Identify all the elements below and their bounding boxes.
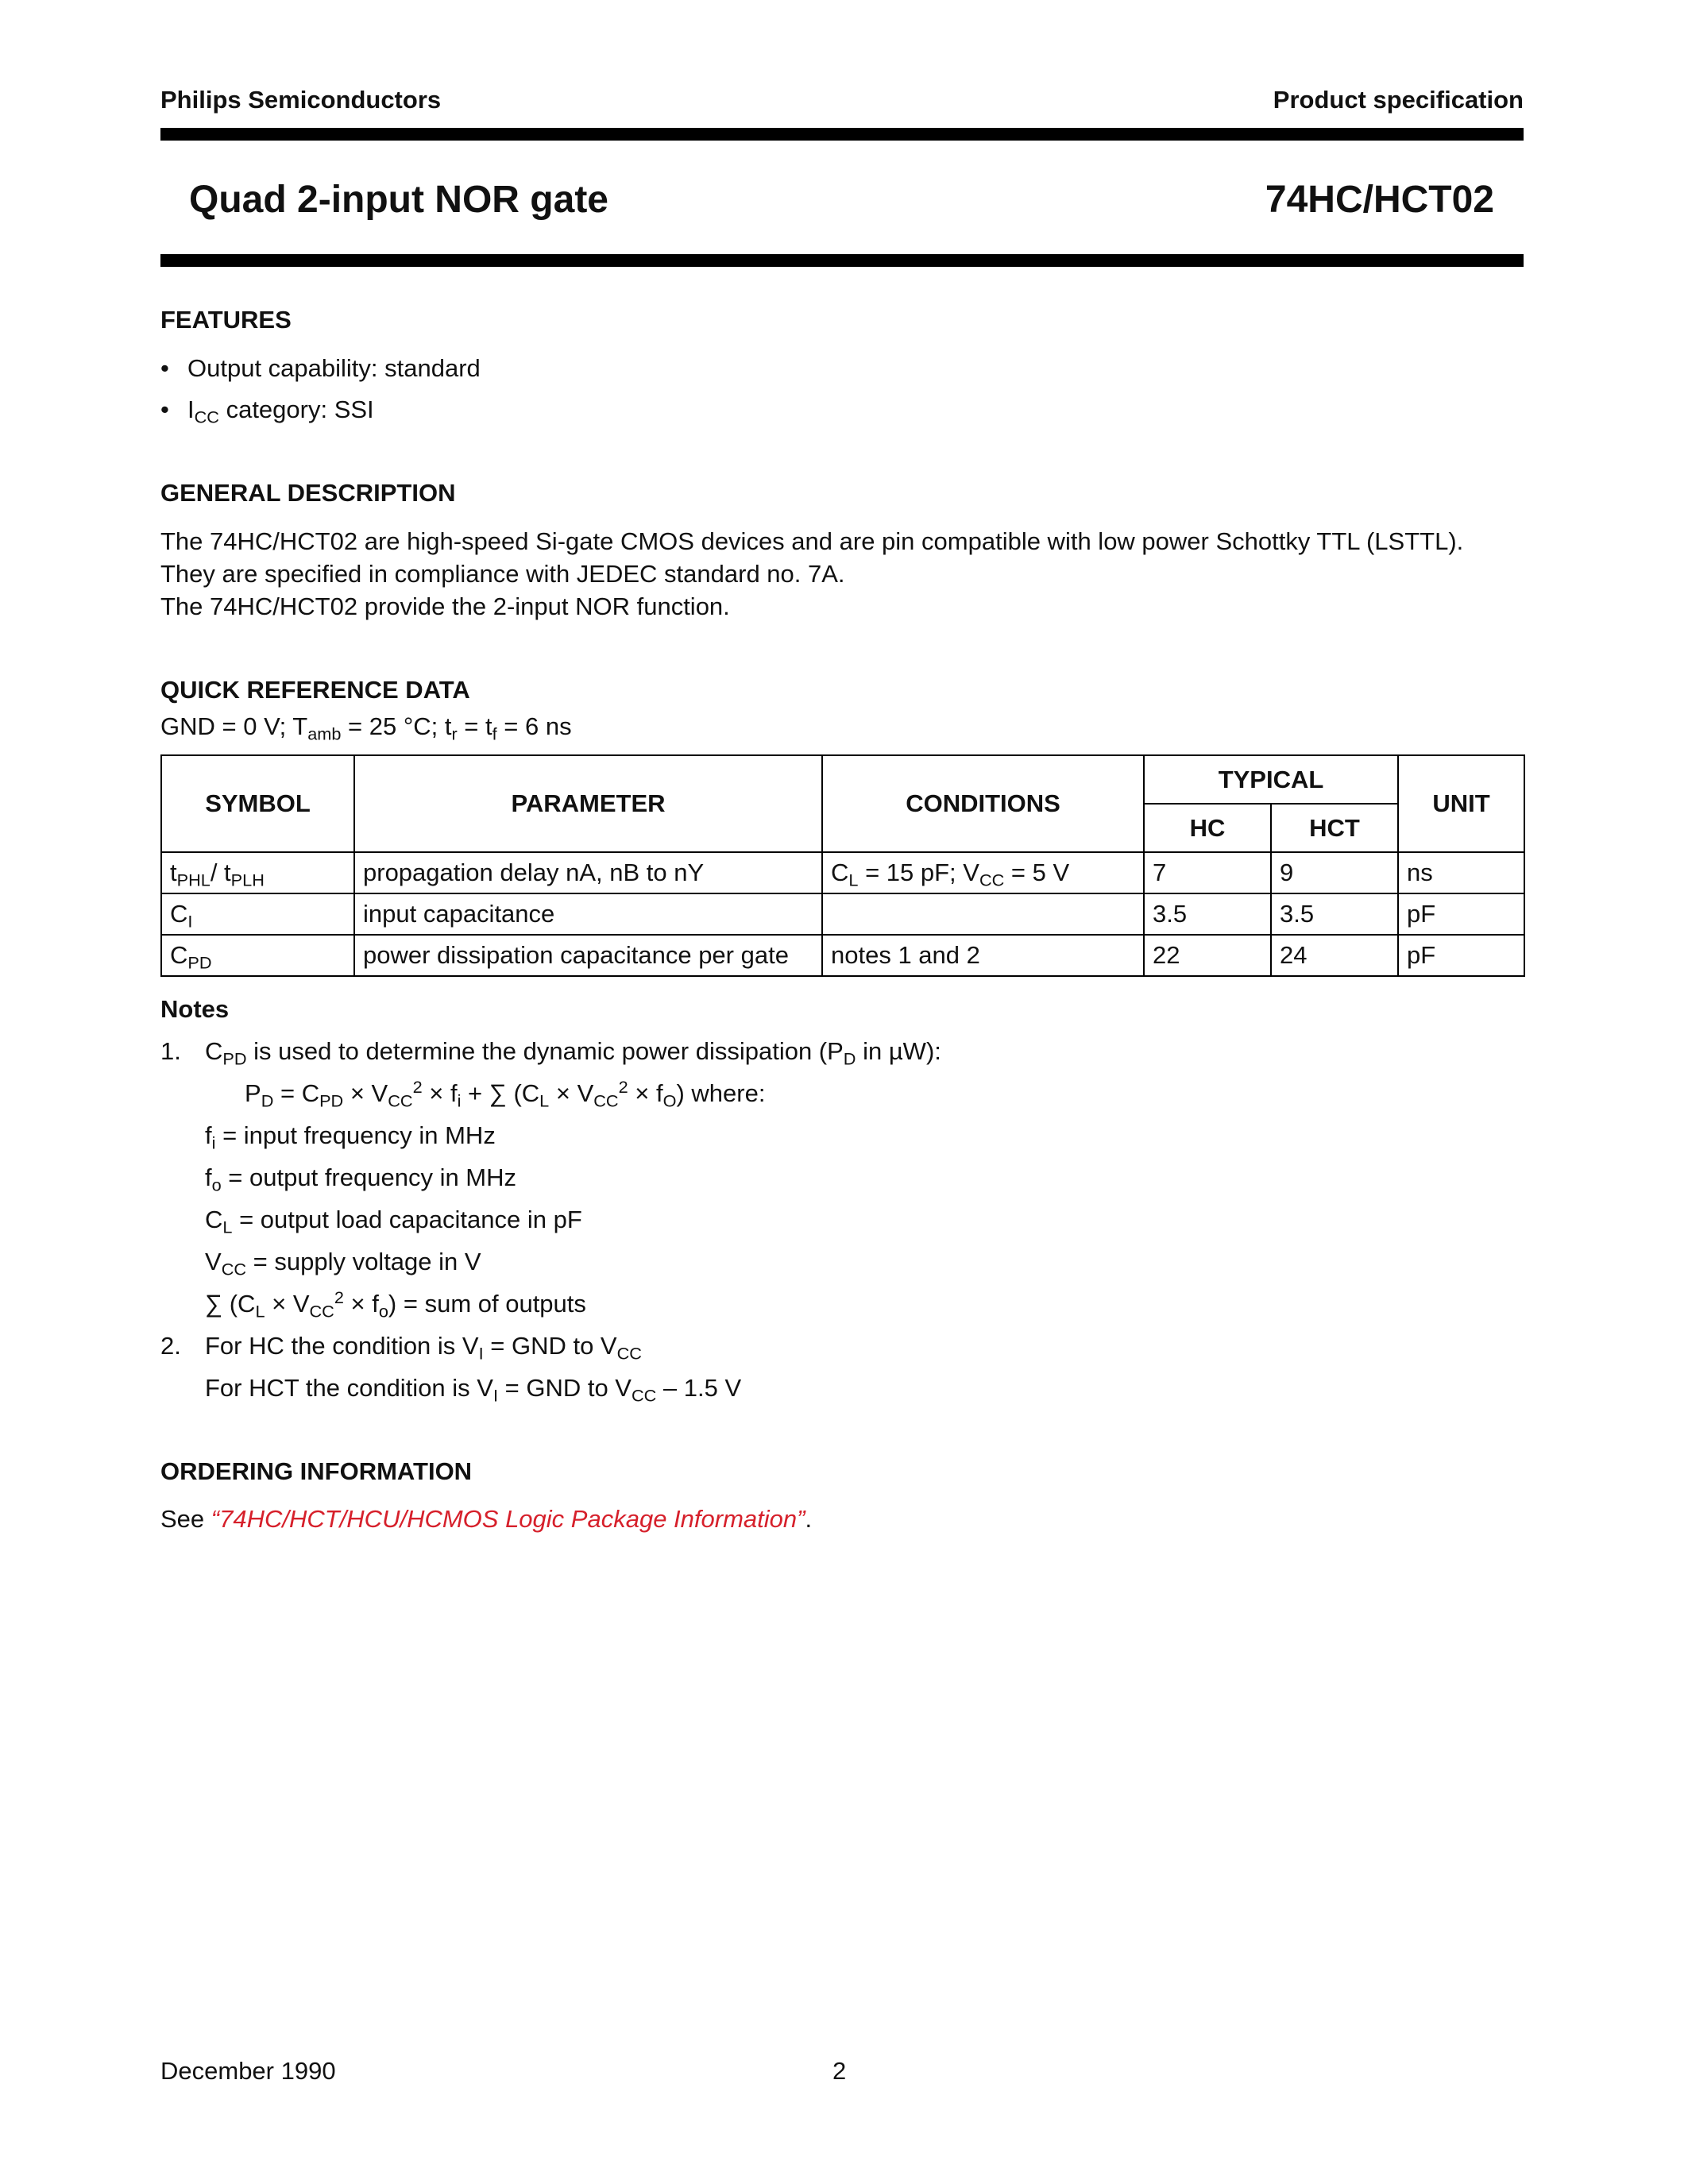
description-line: The 74HC/HCT02 are high-speed Si-gate CMOS devices and are pin compatible with low power Schottky TTL (LSTTL). [160,527,1464,555]
header-rule-top [160,128,1524,141]
note-1-def: $V_{CC}$ = supply voltage in V [205,1248,481,1279]
col-header-conditions: CONDITIONS [822,755,1144,852]
page-number: 2 [832,2057,847,2085]
cell-unit: ns [1398,852,1524,893]
note-2: 2. For HC the condition is $V_I$ = GND to $V_{CC}$ [160,1332,642,1364]
cell-conditions: $C_L = 15$ pF; $V_{CC} = 5$ V [822,852,1144,893]
header-rule-bottom [160,254,1524,267]
cell-hc: 7 [1144,852,1271,893]
feature-item: • $I_{CC}$ category: SSI [160,396,374,427]
note-1-formula: $P_D = C_{PD} \times V_{CC}^2 \times f_i$ + ∑ $(C_L \times V_{CC}^2 \times f_O)$ where: [245,1077,766,1111]
cell-hct: 9 [1271,852,1398,893]
cell-hct: 3.5 [1271,893,1398,935]
cell-unit: pF [1398,893,1524,935]
note-1-def: ∑ $(C_L \times V_{CC}^2 \times f_o)$ = sum of outputs [205,1287,586,1322]
col-header-parameter: PARAMETER [354,755,822,852]
general-description-heading: GENERAL DESCRIPTION [160,479,456,507]
cell-symbol: $C_{PD}$ [161,935,354,976]
quick-reference-heading: QUICK REFERENCE DATA [160,676,470,704]
quick-reference-conditions: GND = 0 V; $T_{amb} = 25$ °C; $t_r = t_f = 6$ ns [160,712,572,744]
cell-conditions: notes 1 and 2 [822,935,1144,976]
col-header-symbol: SYMBOL [161,755,354,852]
cell-hct: 24 [1271,935,1398,976]
bullet-icon: • [160,354,169,382]
col-header-typical: TYPICAL [1144,755,1398,804]
cell-symbol: $t_{PHL}/$ $t_{PLH}$ [161,852,354,893]
note-1-def: $C_L$ = output load capacitance in pF [205,1206,582,1237]
doc-type: Product specification [1273,86,1524,114]
cell-unit: pF [1398,935,1524,976]
cell-parameter: propagation delay nA, nB to nY [354,852,822,893]
table-row [161,852,1524,893]
notes-heading: Notes [160,995,230,1023]
cell-parameter: input capacitance [354,893,822,935]
cell-hc: 3.5 [1144,893,1271,935]
note-2-line: For HCT the condition is $V_I$ = GND to $V_{CC} - 1.5$ V [205,1374,742,1406]
note-1-def: $f_i$ = input frequency in MHz [205,1121,496,1153]
part-number: 74HC/HCT02 [1265,179,1494,221]
cell-hc: 22 [1144,935,1271,976]
col-header-unit: UNIT [1398,755,1524,852]
col-header-hc: HC [1144,804,1271,852]
col-header-hct: HCT [1271,804,1398,852]
quick-reference-table [160,754,1525,977]
bullet-icon: • [160,396,169,423]
ordering-heading: ORDERING INFORMATION [160,1457,473,1485]
cell-parameter: power dissipation capacitance per gate [354,935,822,976]
table-row [161,935,1524,976]
cell-symbol: $C_I$ [161,893,354,935]
cell-conditions [822,893,1144,935]
company-name: Philips Semiconductors [160,86,442,114]
ordering-text: See “74HC/HCT/HCU/HCMOS Logic Package Information”. [160,1505,813,1533]
package-info-link[interactable]: “74HC/HCT/HCU/HCMOS Logic Package Information” [211,1505,805,1533]
feature-item: • Output capability: standard [160,354,481,382]
note-1-def: $f_o$ = output frequency in MHz [205,1163,517,1195]
page-title: Quad 2-input NOR gate [189,179,608,221]
description-line: The 74HC/HCT02 provide the 2-input NOR function. [160,592,730,620]
description-line: They are specified in compliance with JEDEC standard no. 7A. [160,560,845,588]
footer-date: December 1990 [160,2057,336,2085]
table-row [161,893,1524,935]
note-1: 1. $C_{PD}$ is used to determine the dynamic power dissipation ($P_D$ in µW): [160,1037,941,1069]
features-heading: FEATURES [160,306,292,334]
